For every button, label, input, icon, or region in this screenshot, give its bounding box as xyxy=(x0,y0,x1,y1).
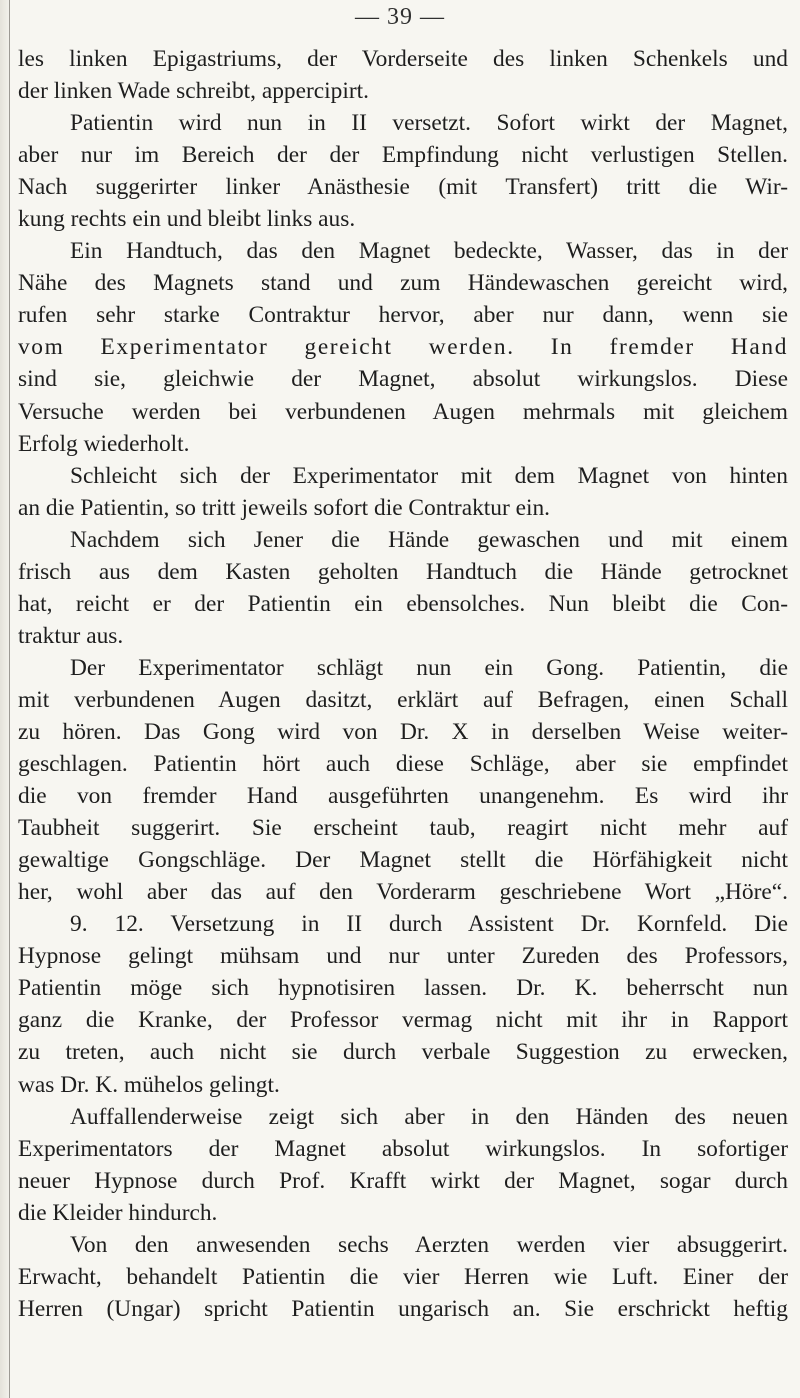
text-line: Schleicht sich der Experimentator mit dem Magnet von hinten xyxy=(70,462,788,489)
page-number: — 39 — xyxy=(355,4,445,30)
text-line: rufen sehr starke Contraktur hervor, aber nur dann, wenn sie xyxy=(18,302,788,329)
text-line: Erfolg wiederholt. xyxy=(18,430,190,457)
text-line: mit verbundenen Augen dasitzt, erklärt auf Befragen, einen Schall xyxy=(18,686,788,713)
text-line: Von den anwesenden sechs Aerzten werden vier absuggerirt. xyxy=(70,1231,788,1258)
text-line: traktur aus. xyxy=(18,622,124,649)
text-line: die Kleider hindurch. xyxy=(18,1199,218,1226)
text-line: zu hören. Das Gong wird von Dr. X in derselben Weise weiter- xyxy=(18,718,788,745)
text-line: aber nur im Bereich der der Empfindung nicht verlustigen Stellen. xyxy=(18,142,788,169)
text-line: Nachdem sich Jener die Hände gewaschen und mit einem xyxy=(70,526,788,553)
text-line: zu treten, auch nicht sie durch verbale Suggestion zu erwecken, xyxy=(18,1039,788,1066)
text-line: kung rechts ein und bleibt links aus. xyxy=(18,206,356,233)
text-line: geschlagen. Patientin hört auch diese Schläge, aber sie empfindet xyxy=(18,751,788,778)
text-line: an die Patientin, so tritt jeweils sofort die Contraktur ein. xyxy=(18,494,551,521)
text-line: Erwacht, behandelt Patientin die vier Herren wie Luft. Einer der xyxy=(18,1263,788,1290)
text-line: sind sie, gleichwie der Magnet, absolut wirkungslos. Diese xyxy=(18,366,788,393)
text-line: her, wohl aber das auf den Vorderarm geschriebene Wort „Höre“. xyxy=(18,879,788,906)
text-line: Nach suggerirter linker Anästhesie (mit Transfert) tritt die Wir- xyxy=(18,174,788,201)
text-line: frisch aus dem Kasten geholten Handtuch die Hände getrocknet xyxy=(18,558,788,585)
text-line: der linken Wade schreibt, appercipirt. xyxy=(18,78,370,105)
text-line: Hypnose gelingt mühsam und nur unter Zureden des Professors, xyxy=(18,943,788,970)
text-line: Nähe des Magnets stand und zum Händewaschen gereicht wird, xyxy=(18,270,788,297)
text-line: Auffallenderweise zeigt sich aber in den Händen des neuen xyxy=(70,1103,788,1130)
text-line: Herren (Ungar) spricht Patientin ungarisch an. Sie erschrickt heftig xyxy=(18,1295,788,1322)
binding-edge xyxy=(9,0,10,1398)
text-line: Experimentators der Magnet absolut wirkungslos. In sofortiger xyxy=(18,1135,788,1162)
text-line: vom Experimentator gereicht werden. In fremder Hand xyxy=(18,334,788,361)
text-line: Patientin wird nun in II versetzt. Sofort wirkt der Magnet, xyxy=(70,110,788,137)
page-gutter xyxy=(0,0,9,1398)
text-line: neuer Hypnose durch Prof. Krafft wirkt der Magnet, sogar durch xyxy=(18,1167,788,1194)
text-line: 9. 12. Versetzung in II durch Assistent Dr. Kornfeld. Die xyxy=(70,911,788,938)
text-line: Versuche werden bei verbundenen Augen mehrmals mit gleichem xyxy=(18,398,788,425)
text-line: Taubheit suggerirt. Sie erscheint taub, reagirt nicht mehr auf xyxy=(18,815,788,842)
body-text xyxy=(18,43,788,1325)
text-line: les linken Epigastriums, der Vorderseite des linken Schenkels und xyxy=(18,46,788,72)
text-line: was Dr. K. mühelos gelingt. xyxy=(18,1071,280,1098)
text-line: Ein Handtuch, das den Magnet bedeckte, Wasser, das in der xyxy=(70,238,788,265)
text-line: ganz die Kranke, der Professor vermag nicht mit ihr in Rapport xyxy=(18,1007,788,1034)
text-line: gewaltige Gongschläge. Der Magnet stellt die Hörfähigkeit nicht xyxy=(18,847,788,874)
text-line: hat, reicht er der Patientin ein ebensolches. Nun bleibt die Con- xyxy=(18,590,788,617)
text-line: die von fremder Hand ausgeführten unangenehm. Es wird ihr xyxy=(18,783,788,810)
text-line: Patientin möge sich hypnotisiren lassen. Dr. K. beherrscht nun xyxy=(18,975,788,1002)
text-line: Der Experimentator schlägt nun ein Gong. Patientin, die xyxy=(70,654,788,681)
